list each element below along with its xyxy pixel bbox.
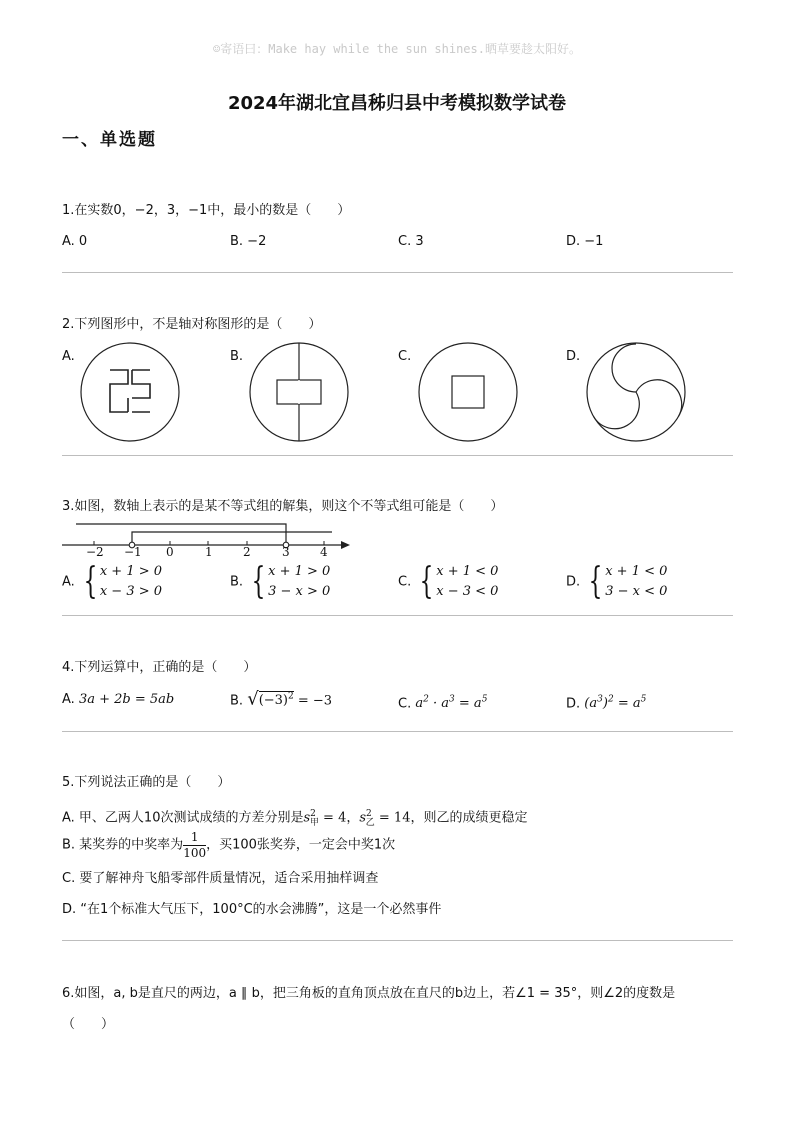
q5-option-b[interactable]: B. 某奖券的中奖率为 $\frac{1}{100}$ ，买100张奖券，一定会中奖1次 bbox=[62, 830, 396, 860]
tick-label: −2 bbox=[86, 545, 104, 559]
inequality-system: x + 1 < 0 3 − x < 0 bbox=[605, 564, 668, 599]
option-label: B. bbox=[230, 574, 244, 590]
option-label: A. bbox=[62, 574, 75, 590]
inequality-system: x + 1 < 0 x − 3 < 0 bbox=[436, 564, 499, 599]
sqrt-sign: √ bbox=[247, 688, 259, 710]
inequality-system: x + 1 > 0 x − 3 > 0 bbox=[99, 564, 163, 599]
tick-label: −1 bbox=[124, 545, 142, 559]
tick-label: 3 bbox=[282, 545, 290, 559]
question-5-stem: 5.下列说法正确的是（ ） bbox=[62, 775, 231, 790]
radicand: $(-3)^2$ bbox=[258, 692, 294, 709]
option-label: C. bbox=[398, 574, 412, 590]
tick-label: 1 bbox=[205, 545, 213, 559]
q5-option-d[interactable]: D. “在1个标准大气压下，100°C的水会沸腾”，这是一个必然事件 bbox=[62, 902, 442, 917]
page-title: 2024年湖北宜昌秭归县中考模拟数学试卷 bbox=[227, 93, 567, 114]
brace-glyph: { bbox=[419, 561, 434, 602]
q2-figure-d bbox=[584, 340, 688, 444]
q4-option-b[interactable] bbox=[230, 688, 332, 710]
q1-option-a[interactable]: A. 0 bbox=[62, 234, 88, 249]
q5-option-c[interactable]: C. 要了解神舟飞船零部件质量情况，适合采用抽样调查 bbox=[62, 871, 379, 886]
tick-label: 2 bbox=[243, 545, 251, 559]
option-label: D. bbox=[566, 696, 581, 712]
q2-figure-b bbox=[247, 340, 351, 444]
q2-option-b-label[interactable]: B. bbox=[230, 349, 244, 364]
math-expression: 3a + 2b = 5ab bbox=[78, 692, 175, 707]
q1-option-c[interactable]: C. 3 bbox=[398, 234, 424, 249]
divider bbox=[62, 455, 733, 456]
divider bbox=[62, 940, 733, 941]
q4-option-a[interactable] bbox=[62, 691, 174, 709]
q3-option-a[interactable] bbox=[62, 562, 162, 602]
tick-label: 4 bbox=[320, 545, 328, 559]
divider bbox=[62, 272, 733, 273]
question-3-stem: 3.如图，数轴上表示的是某不等式组的解集，则这个不等式组可能是（ ） bbox=[62, 499, 504, 514]
inequality-system: x + 1 > 0 3 − x > 0 bbox=[268, 564, 331, 599]
option-label: D. bbox=[566, 574, 581, 590]
header-motto: ☺寄语曰：Make hay while the sun shines.晒草要趁太阳好。 bbox=[213, 42, 581, 56]
q4-option-c[interactable] bbox=[398, 691, 487, 713]
q2-figure-c bbox=[416, 340, 520, 444]
q2-option-c-label[interactable]: C. bbox=[398, 349, 412, 364]
fraction: $\frac{1}{100}$ bbox=[183, 830, 207, 860]
q2-figure-a bbox=[78, 340, 182, 444]
brace-glyph: { bbox=[83, 561, 98, 602]
question-6-paren: （ ） bbox=[62, 1017, 115, 1032]
question-6-stem: 6.如图，a, b是直尺的两边，a ∥ b，把三角板的直角顶点放在直尺的b边上，若∠1 = 35°，则∠2的度数是 bbox=[62, 986, 676, 1001]
q1-option-d[interactable]: D. −1 bbox=[566, 234, 604, 249]
q3-option-b[interactable] bbox=[230, 562, 330, 602]
option-label: C. bbox=[398, 696, 412, 712]
q5-option-a[interactable]: A. 甲、乙两人10次测试成绩的方差分别是$s^2_甲 = 4$，$s^2_乙 = 14$，则乙的成绩更稳定 bbox=[62, 809, 528, 828]
divider bbox=[62, 731, 733, 732]
math-expression: = −3 bbox=[297, 693, 333, 709]
q1-option-b[interactable]: B. −2 bbox=[230, 234, 267, 249]
math-expression: $a^2 \cdot a^3 = a^5$ bbox=[415, 695, 488, 712]
q4-option-d[interactable] bbox=[566, 691, 646, 713]
q3-option-d[interactable] bbox=[566, 562, 667, 602]
divider bbox=[62, 615, 733, 616]
question-1-stem: 1.在实数0，−2，3，−1中，最小的数是（ ） bbox=[62, 203, 351, 218]
brace-glyph: { bbox=[251, 561, 266, 602]
question-2-stem: 2.下列图形中，不是轴对称图形的是（ ） bbox=[62, 317, 322, 332]
question-4-stem: 4.下列运算中，正确的是（ ） bbox=[62, 660, 257, 675]
option-label: A. bbox=[62, 692, 75, 707]
q2-option-d-label[interactable]: D. bbox=[566, 349, 581, 364]
tick-label: 0 bbox=[166, 545, 174, 559]
section-heading: 一、单选题 bbox=[62, 130, 157, 150]
brace-glyph: { bbox=[588, 561, 603, 602]
math-expression: $(a^3)^2 = a^5$ bbox=[584, 695, 647, 712]
option-label: B. bbox=[230, 693, 244, 709]
q2-option-a-label[interactable]: A. bbox=[62, 349, 75, 364]
q3-option-c[interactable] bbox=[398, 562, 498, 602]
